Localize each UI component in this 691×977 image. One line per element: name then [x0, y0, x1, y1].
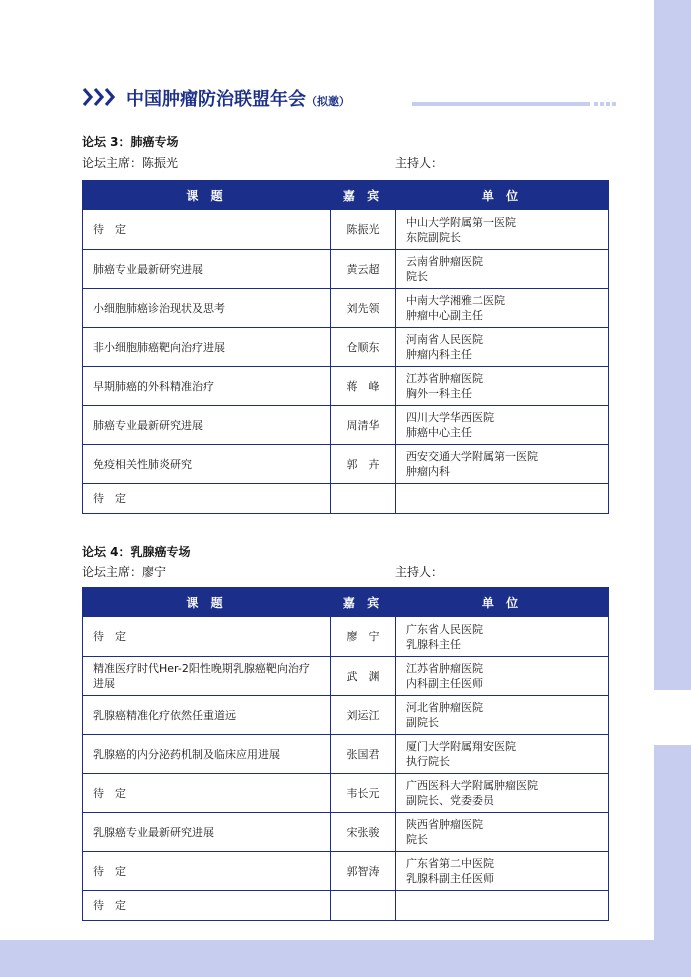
unit-line: 云南省肿瘤医院 — [406, 255, 483, 268]
forum4-rows — [83, 617, 609, 921]
guest-cell: 郭 卉 — [331, 445, 396, 484]
forum3-rows — [83, 210, 609, 514]
forum3-chair: 论坛主席：陈振光 — [82, 156, 179, 170]
topic-cell: 待 定 — [83, 774, 331, 813]
topic-cell: 待 定 — [83, 210, 331, 250]
topic-cell: 精准医疗时代Her-2阳性晚期乳腺癌靶向治疗进展 — [83, 657, 331, 696]
forum3-host: 主持人： — [395, 156, 444, 170]
unit-line: 内科副主任医师 — [406, 677, 483, 690]
unit-line: 江苏省肿瘤医院 — [406, 662, 483, 675]
unit-line: 河北省肿瘤医院 — [406, 701, 483, 714]
table-row — [83, 657, 609, 696]
unit-line: 乳腺科副主任医师 — [406, 872, 494, 885]
unit-cell — [396, 735, 609, 774]
col-guest-header: 嘉 宾 — [331, 181, 396, 210]
side-decor-bar-top — [654, 0, 691, 690]
unit-line: 厦门大学附属翔安医院 — [406, 740, 516, 753]
unit-line: 中山大学附属第一医院 — [406, 215, 516, 229]
table-header-row — [83, 181, 609, 210]
forum4-table — [82, 587, 609, 921]
topic-cell: 待 定 — [83, 891, 331, 921]
forum4-chair: 论坛主席：廖宁 — [82, 565, 167, 579]
topic-cell: 待 定 — [83, 617, 331, 657]
unit-line: 胸外一科主任 — [406, 387, 472, 400]
page-subtitle: （拟邀） — [306, 95, 350, 108]
guest-cell: 韦长元 — [331, 774, 396, 813]
unit-cell — [396, 617, 609, 657]
unit-cell — [396, 289, 609, 328]
guest-cell — [331, 891, 396, 921]
unit-cell — [396, 445, 609, 484]
table-row — [83, 328, 609, 367]
forum4-host: 主持人： — [395, 565, 444, 579]
unit-line: 肿瘤中心副主任 — [406, 309, 483, 322]
table-row — [83, 696, 609, 735]
table-row — [83, 891, 609, 921]
col-topic-header: 课 题 — [83, 588, 331, 617]
unit-line: 执行院长 — [406, 755, 450, 768]
unit-cell — [396, 484, 609, 514]
unit-line: 广东省第二中医院 — [406, 857, 494, 870]
page-header — [82, 84, 622, 114]
table-row — [83, 484, 609, 514]
unit-cell — [396, 696, 609, 735]
unit-line: 副院长、党委委员 — [406, 794, 494, 807]
triple-chevron-icon — [82, 86, 118, 108]
topic-cell: 非小细胞肺癌靶向治疗进展 — [83, 328, 331, 367]
unit-cell — [396, 774, 609, 813]
unit-line: 院长 — [406, 270, 428, 283]
topic-cell: 待 定 — [83, 484, 331, 514]
unit-cell — [396, 210, 609, 250]
topic-cell: 乳腺癌的内分泌药机制及临床应用进展 — [83, 735, 331, 774]
unit-cell — [396, 367, 609, 406]
table-row — [83, 210, 609, 250]
forum3-table — [82, 180, 609, 514]
col-unit-header: 单 位 — [396, 181, 609, 210]
forum4-title: 论坛 4：乳腺癌专场 — [82, 545, 191, 559]
topic-cell: 免疫相关性肺炎研究 — [83, 445, 331, 484]
unit-line: 肺癌中心主任 — [406, 426, 472, 439]
unit-cell — [396, 891, 609, 921]
page-title-text: 中国肿瘤防治联盟年会 — [126, 89, 306, 110]
guest-cell: 郭智涛 — [331, 852, 396, 891]
bottom-decor-bar — [0, 940, 691, 977]
guest-cell: 刘先领 — [331, 289, 396, 328]
unit-line: 肿瘤内科主任 — [406, 348, 472, 361]
topic-cell: 乳腺癌精准化疗依然任重道远 — [83, 696, 331, 735]
guest-cell: 武 渊 — [331, 657, 396, 696]
unit-line: 广东省人民医院 — [406, 622, 483, 636]
unit-line: 副院长 — [406, 716, 439, 729]
table-header-row — [83, 588, 609, 617]
table-row — [83, 406, 609, 445]
unit-cell — [396, 250, 609, 289]
guest-cell: 蒋 峰 — [331, 367, 396, 406]
guest-cell — [331, 484, 396, 514]
unit-cell — [396, 406, 609, 445]
unit-cell — [396, 328, 609, 367]
table-row — [83, 774, 609, 813]
col-unit-header: 单 位 — [396, 588, 609, 617]
guest-cell: 仓顺东 — [331, 328, 396, 367]
col-topic-header: 课 题 — [83, 181, 331, 210]
unit-cell — [396, 852, 609, 891]
col-guest-header: 嘉 宾 — [331, 588, 396, 617]
unit-line: 江苏省肿瘤医院 — [406, 372, 483, 385]
header-rule — [412, 102, 590, 106]
guest-cell: 黄云超 — [331, 250, 396, 289]
guest-cell: 宋张骏 — [331, 813, 396, 852]
unit-line: 广西医科大学附属肿瘤医院 — [406, 779, 538, 792]
topic-cell: 待 定 — [83, 852, 331, 891]
table-row — [83, 367, 609, 406]
guest-cell: 陈振光 — [331, 210, 396, 250]
guest-cell: 张国君 — [331, 735, 396, 774]
table-row — [83, 813, 609, 852]
topic-cell: 肺癌专业最新研究进展 — [83, 406, 331, 445]
unit-line: 陕西省肿瘤医院 — [406, 818, 483, 831]
table-row — [83, 735, 609, 774]
page-title — [126, 85, 350, 111]
unit-line: 河南省人民医院 — [406, 333, 483, 346]
unit-line: 中南大学湘雅二医院 — [406, 294, 505, 307]
topic-cell: 小细胞肺癌诊治现状及思考 — [83, 289, 331, 328]
topic-cell: 肺癌专业最新研究进展 — [83, 250, 331, 289]
table-row — [83, 289, 609, 328]
table-row — [83, 852, 609, 891]
table-row — [83, 445, 609, 484]
topic-cell: 乳腺癌专业最新研究进展 — [83, 813, 331, 852]
guest-cell: 廖 宁 — [331, 617, 396, 657]
forum3-title: 论坛 3：肺癌专场 — [82, 135, 179, 149]
table-row — [83, 250, 609, 289]
unit-cell — [396, 657, 609, 696]
topic-cell: 早期肺癌的外科精准治疗 — [83, 367, 331, 406]
header-dots — [594, 102, 618, 106]
unit-line: 肿瘤内科 — [406, 465, 450, 478]
guest-cell: 刘运江 — [331, 696, 396, 735]
unit-line: 西安交通大学附属第一医院 — [406, 450, 538, 463]
guest-cell: 周清华 — [331, 406, 396, 445]
unit-line: 乳腺科主任 — [406, 637, 461, 651]
unit-cell — [396, 813, 609, 852]
table-row — [83, 617, 609, 657]
unit-line: 四川大学华西医院 — [406, 411, 494, 424]
unit-line: 院长 — [406, 833, 428, 846]
unit-line: 东院副院长 — [406, 230, 461, 244]
